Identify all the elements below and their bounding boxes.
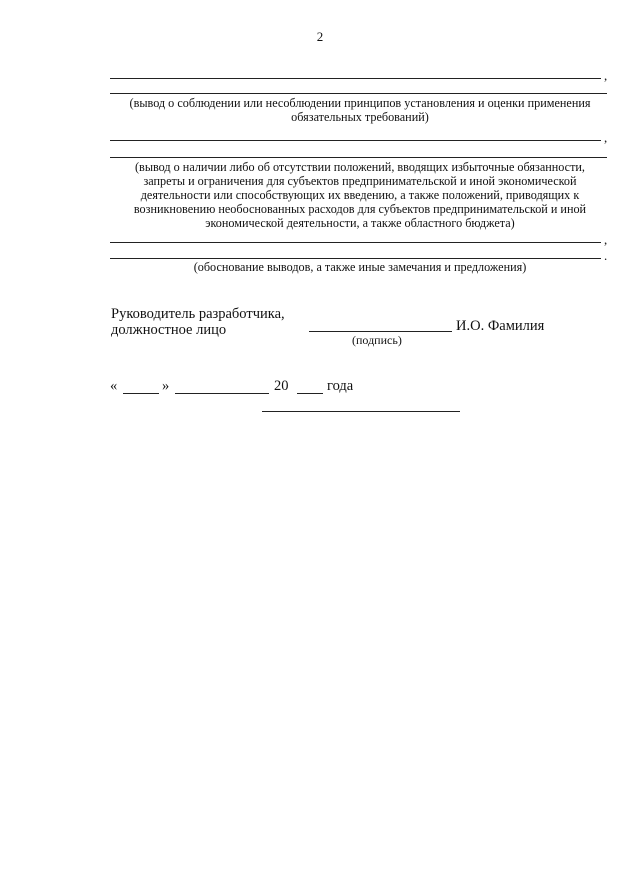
date-year-suffix: года	[327, 378, 354, 394]
date-century: 20	[274, 378, 289, 394]
page-number: 2	[316, 29, 324, 44]
date-open-quote: «	[110, 378, 118, 394]
date-close-quote: »	[162, 378, 170, 394]
date-year-line	[297, 393, 323, 394]
closing-separator	[262, 411, 460, 412]
caption-compliance: (вывод о соблюдении или несоблюдении принципов установления и оценки применения обязательных требований)	[129, 96, 591, 124]
fill-line-6	[110, 258, 601, 259]
date-day-line	[123, 393, 159, 394]
fill-line-4	[110, 157, 607, 158]
fill-line-3	[110, 140, 601, 141]
fill-line-2	[110, 93, 607, 94]
fill-line-6-period: .	[604, 248, 608, 263]
signatory-name: И.О. Фамилия	[456, 318, 545, 334]
date-month-line	[175, 393, 269, 394]
fill-line-5-comma: ,	[604, 232, 608, 247]
signatory-label: Руководитель разработчика, должностное лицо	[111, 306, 285, 338]
signature-caption: (подпись)	[352, 333, 402, 347]
fill-line-1-comma: ,	[604, 68, 608, 83]
fill-line-5	[110, 242, 601, 243]
fill-line-1	[110, 78, 601, 79]
caption-excessive-obligations: (вывод о наличии либо об отсутствии положений, вводящих избыточные обязанности, запреты и ограничения для субъектов предпринимательской и иной экономической деятельности или способствующих их введению, а также положений, приводящих к возникновению необоснованных расходов для субъектов предпринимательской и иной экономической деятельности, а также областного бюджета)	[133, 160, 587, 230]
fill-line-3-comma: ,	[604, 130, 608, 145]
signature-line	[309, 331, 452, 332]
caption-justification: (обоснование выводов, а также иные замечания и предложения)	[193, 260, 527, 274]
